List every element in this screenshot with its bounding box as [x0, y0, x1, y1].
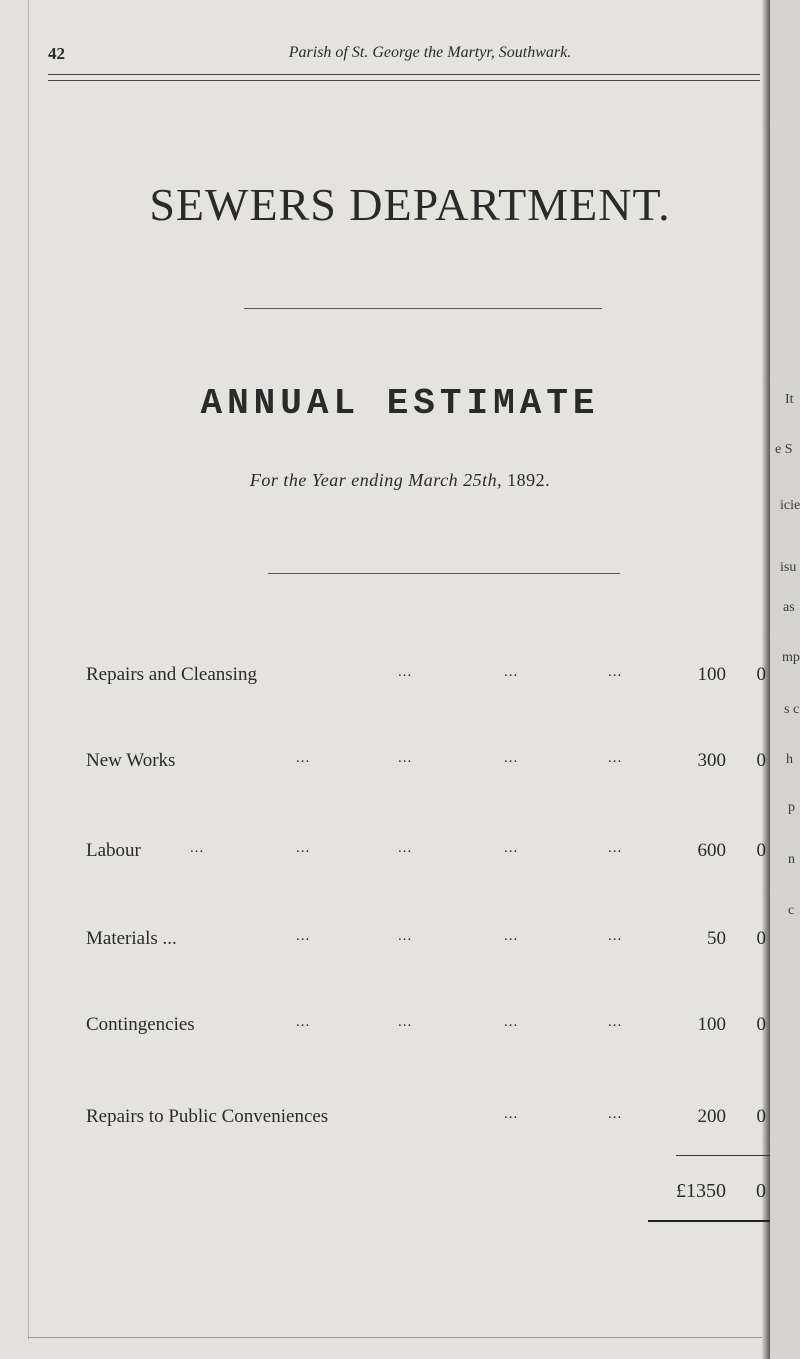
item-pounds: 100: [697, 664, 726, 685]
dot-leader: ...: [296, 1014, 311, 1030]
bleed-text: s c: [784, 702, 800, 717]
item-shillings: 0: [756, 1106, 766, 1127]
item-label: Repairs to Public Conveniences: [86, 1106, 329, 1127]
subtitle-divider: [268, 573, 620, 574]
item-shillings: 0: [756, 928, 766, 949]
table-row: [86, 840, 766, 870]
item-label: Labour: [86, 840, 141, 861]
bleed-text: isu: [780, 560, 797, 575]
item-pounds: 100: [697, 1014, 726, 1035]
dot-leader: ...: [608, 664, 623, 680]
dot-leader: ...: [296, 840, 311, 856]
title-divider: [244, 308, 602, 309]
dot-leader: ...: [296, 750, 311, 766]
dot-leader: ...: [608, 840, 623, 856]
dot-leader: ...: [398, 928, 413, 944]
dot-leader: ...: [504, 840, 519, 856]
dot-leader: ...: [398, 750, 413, 766]
table-row: [86, 1106, 766, 1136]
bleed-text: h: [786, 752, 793, 767]
item-pounds: 50: [707, 928, 726, 949]
page-number: 42: [48, 44, 65, 63]
item-pounds: 600: [697, 840, 726, 861]
dot-leader: ...: [398, 1014, 413, 1030]
table-row: [86, 750, 766, 780]
dot-leader: ...: [398, 840, 413, 856]
estimate-subtitle: [30, 470, 770, 491]
item-label: Materials ...: [86, 928, 177, 949]
dot-leader: ...: [504, 1106, 519, 1122]
total-rule-top: [676, 1155, 770, 1156]
dot-leader: ...: [608, 928, 623, 944]
subtitle-prefix: For the Year ending March 25th,: [249, 470, 503, 490]
bleed-text: p: [788, 800, 795, 815]
bleed-text: n: [788, 852, 795, 867]
bleed-text: It: [785, 392, 794, 407]
dot-leader: ...: [296, 928, 311, 944]
bleed-text: c: [788, 903, 795, 918]
table-row: [86, 664, 766, 694]
total-pounds: £1350: [676, 1180, 726, 1202]
item-shillings: 0: [756, 664, 766, 685]
bleed-text: as: [783, 600, 795, 615]
item-label: New Works: [86, 750, 176, 771]
dot-leader: ...: [608, 1106, 623, 1122]
item-label: Repairs and Cleansing: [86, 664, 257, 685]
item-label: Contingencies: [86, 1014, 195, 1035]
item-shillings: 0: [756, 750, 766, 771]
dot-leader: ...: [608, 750, 623, 766]
dot-leader: ...: [398, 664, 413, 680]
bleed-text: mp: [782, 650, 800, 665]
total-shillings: 0: [756, 1180, 766, 1202]
item-pounds: 200: [697, 1106, 726, 1127]
dot-leader: ...: [190, 840, 205, 856]
item-shillings: 0: [756, 840, 766, 861]
dot-leader: ...: [504, 664, 519, 680]
total-rule-bottom: [648, 1220, 770, 1222]
table-row: [86, 928, 766, 958]
total-row: [560, 1180, 766, 1210]
dot-leader: ...: [504, 750, 519, 766]
header-rule-double: [48, 80, 760, 81]
dot-leader: ...: [504, 1014, 519, 1030]
running-title: Parish of St. George the Martyr, Southwark.: [288, 44, 572, 61]
estimate-title: ANNUAL ESTIMATE: [200, 383, 600, 424]
item-pounds: 300: [697, 750, 726, 771]
subtitle-year: 1892.: [507, 470, 551, 490]
dot-leader: ...: [608, 1014, 623, 1030]
item-shillings: 0: [756, 1014, 766, 1035]
page-bottom-edge: [28, 1337, 770, 1338]
bleed-text: e S: [775, 442, 793, 457]
bleed-text: icie: [780, 498, 800, 513]
dot-leader: ...: [504, 928, 519, 944]
header-rule: [48, 74, 760, 75]
department-title: SEWERS DEPARTMENT.: [149, 179, 671, 230]
table-row: [86, 1014, 766, 1044]
